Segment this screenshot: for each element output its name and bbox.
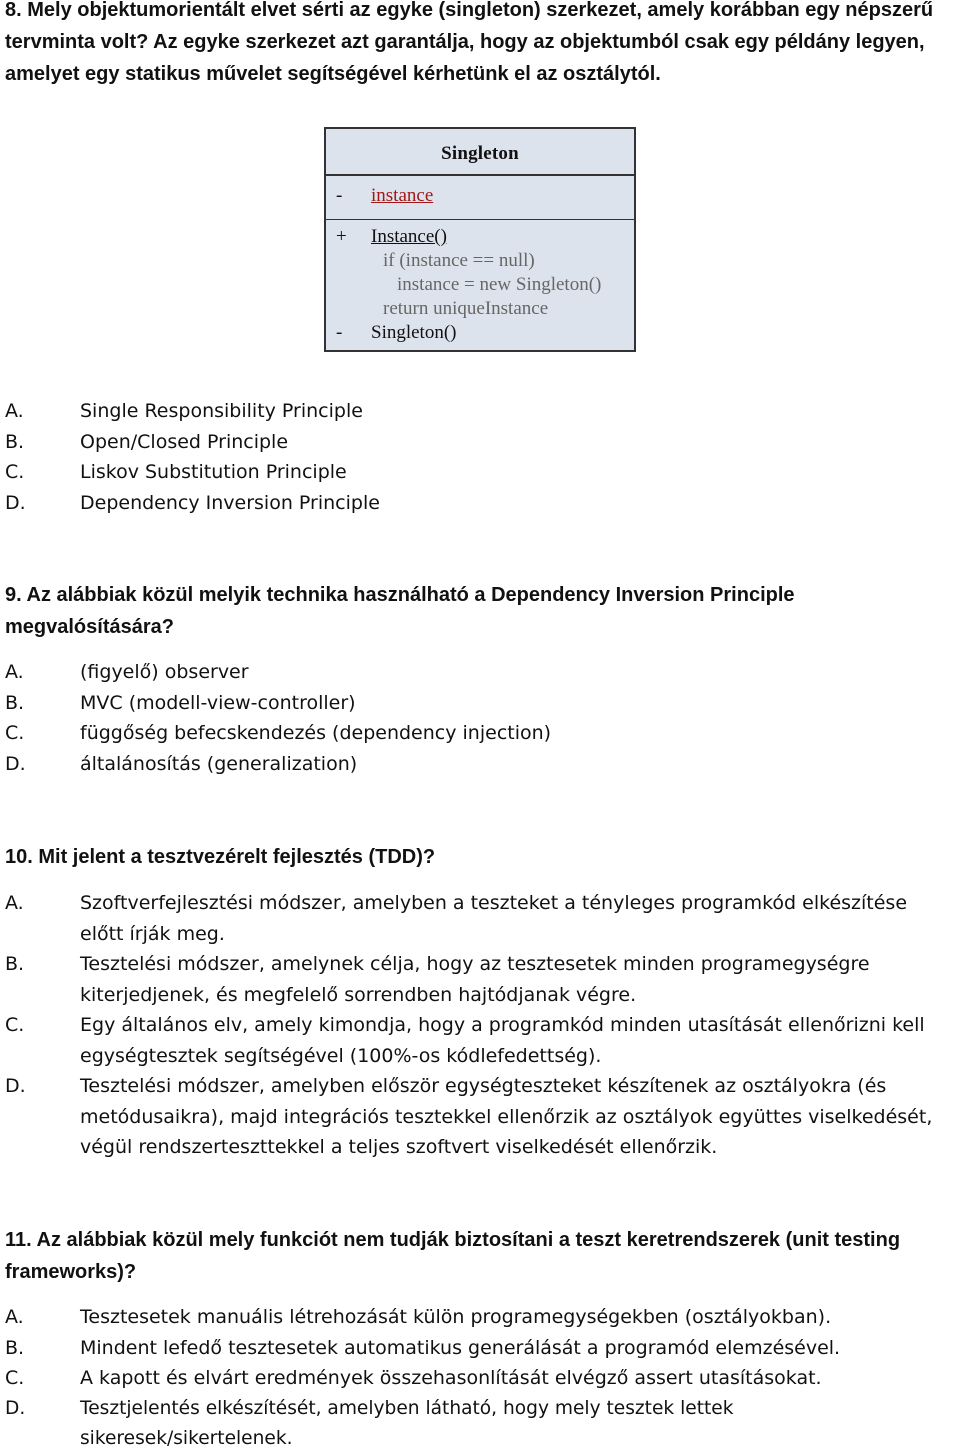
uml-class-header: [326, 129, 634, 176]
question-8-text: 8. Mely objektumorientált elvet sérti az egyke (singleton) szerkezet, amely korábban egy népszerű tervminta volt? Az egyke szerkezet azt garantálja, hogy az objektumból csak egy példány legyen, amelyet egy statikus művelet segítségével kérhetünk el az osztálytól.: [5, 0, 934, 85]
uml-attr-visibility: -: [336, 185, 343, 206]
answer-option: A. (figyelő) observer: [5, 661, 249, 683]
answer-option: C. Liskov Substitution Principle: [5, 461, 347, 483]
uml-op1-body-line: return uniqueInstance: [383, 298, 549, 319]
answer-option: D. Tesztjelentés elkészítését, amelyben látható, hogy mely tesztek lettek sikeresek/sikertelenek.: [5, 1397, 734, 1449]
uml-op2-name: Singleton(): [371, 322, 457, 343]
answer-option: A. Szoftverfejlesztési módszer, amelyben a teszteket a tényleges programkód elkészítése előtt írják meg.: [5, 892, 908, 945]
answer-option: D. Dependency Inversion Principle: [5, 491, 380, 514]
question-9-options: [5, 657, 950, 779]
question-11-text: 11. Az alábbiak közül mely funkciót nem tudják biztosítani a teszt keretrendszerek (unit testing frameworks)?: [5, 1229, 901, 1283]
question-10-text: 10. Mit jelent a tesztvezérelt fejlesztés (TDD)?: [5, 846, 436, 868]
answer-option: D. Tesztelési módszer, amelyben először egységteszteket készítenek az osztályokra (és metódusaikra), majd integrációs tesztekkel ellenőrzik az osztályok együttes viselkedését, végül rendszerteszttekkel a teljes szoftvert viselkedését ellenőrzik.: [5, 1075, 933, 1158]
uml-op2-visibility: -: [336, 322, 343, 343]
uml-attr-name: instance: [371, 185, 434, 206]
question-8-options: [5, 396, 950, 518]
answer-option: A. Tesztesetek manuális létrehozását külön programegységekben (osztályokban).: [5, 1306, 832, 1328]
uml-class-name: Singleton: [441, 143, 519, 164]
question-9-text: 9. Az alábbiak közül melyik technika használható a Dependency Inversion Principle megvalósítására?: [5, 584, 795, 638]
answer-option: C. A kapott és elvárt eredmények összehasonlítását elvégző assert utasításokat.: [5, 1367, 822, 1389]
answer-option: B. Open/Closed Principle: [5, 430, 289, 453]
answer-option: B. Tesztelési módszer, amelynek célja, hogy az tesztesetek minden programegységre kiterjedjenek, és megfelelő sorrendben hajtódjanak végre.: [5, 953, 870, 1006]
answer-option: B. Mindent lefedő tesztesetek automatikus generálását a programód elemzésével.: [5, 1336, 841, 1359]
answer-option: D. általánosítás (generalization): [5, 752, 358, 775]
answer-option: C. függőség befecskendezés (dependency injection): [5, 722, 552, 744]
uml-op1-body-line: if (instance == null): [383, 250, 535, 271]
uml-attributes-section: [326, 176, 634, 220]
answer-option: B. MVC (modell-view-controller): [5, 691, 356, 714]
singleton-uml-diagram: [324, 127, 636, 352]
uml-op1-name: Instance(): [371, 226, 447, 247]
uml-op1-body-line: instance = new Singleton(): [397, 274, 602, 295]
answer-option: A. Single Responsibility Principle: [5, 400, 363, 422]
uml-op1-visibility: +: [336, 226, 347, 247]
question-11-options: [5, 1302, 950, 1455]
question-10-options: [5, 888, 950, 1163]
answer-option: C. Egy általános elv, amely kimondja, hogy a programkód minden utasítását ellenőrizni kell egységtesztek segítségével (100%-os kódlefedettség).: [5, 1014, 925, 1067]
